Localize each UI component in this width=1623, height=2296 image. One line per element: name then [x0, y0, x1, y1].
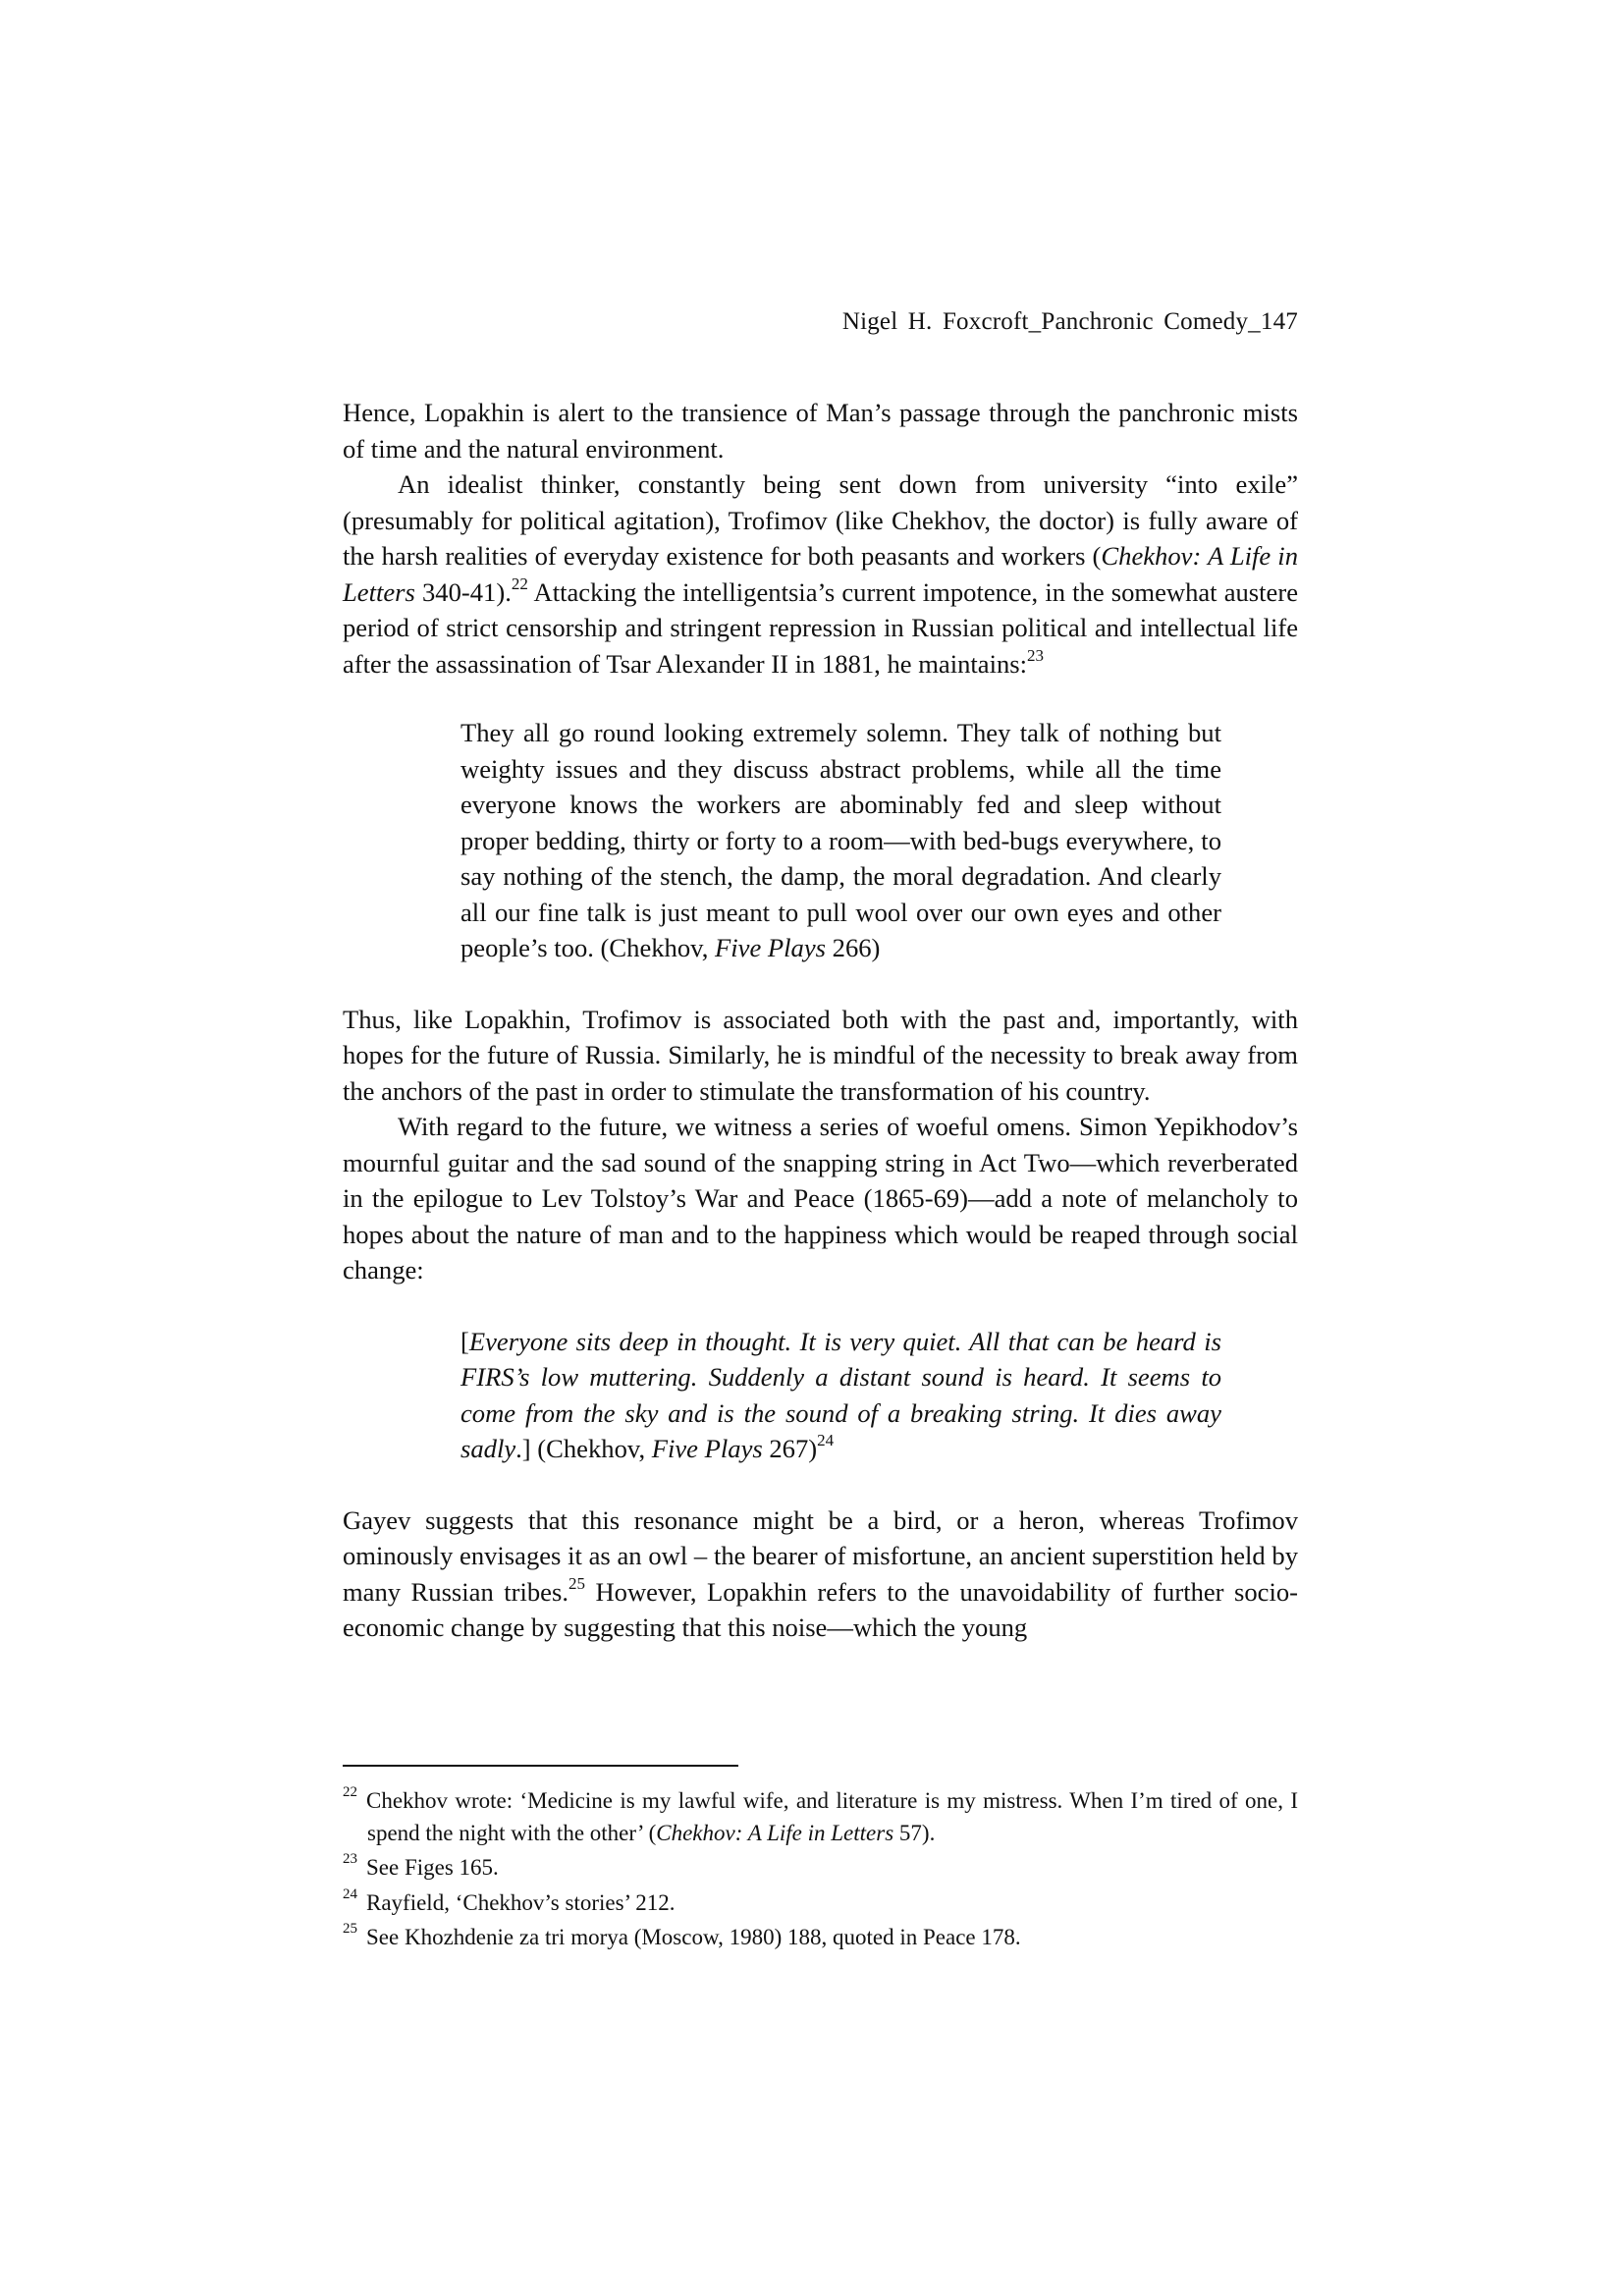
- footnote-text: Rayfield, ‘Chekhov’s stories’ 212.: [366, 1889, 676, 1915]
- paragraph-3: Thus, like Lopakhin, Trofimov is associated both with the past and, importantly, with hopes for the future of Russia. Similarly, he is mindful of the necessity to break away from the anchors of the past in order to stimulate the transformation of his country.: [343, 1004, 1298, 1106]
- paragraph-2-text-c: Attacking the intelligentsia’s current impotence, in the somewhat austere period of strict censorship and stringent repression in Russian political and intellectual life after the assassination of Tsar Alexander II in 1881, he maintains:: [343, 576, 1299, 679]
- running-head: Nigel H. Foxcroft_Panchronic Comedy_147: [841, 308, 1298, 335]
- footnote-number: 23: [343, 1851, 357, 1868]
- paragraph-2: [343, 466, 1298, 682]
- block-quote-2: [460, 1324, 1221, 1467]
- block-quote-2-citation-title: Five Plays: [651, 1434, 763, 1463]
- paragraph-2-text-a: An idealist thinker, constantly being sent down from university “into exile” (presumably for political agitation), Trofimov (like Chekhov, the doctor) is fully aware of the harsh realities of everyday existence for both peasants and workers (: [343, 469, 1298, 571]
- footnote-24: [343, 1887, 1298, 1920]
- footnote-text: Chekhov wrote: ‘Medicine is my lawful wife, and literature is my mistress. When I’m tired of one, I spend the night with the other’ (: [366, 1788, 1298, 1845]
- block-quote-1-text-b: 266): [826, 933, 881, 962]
- block-quote-2-open: [: [460, 1326, 469, 1356]
- footnotes: [343, 1785, 1298, 1957]
- paragraph-5-text-a: Gayev suggests that this resonance might be a bird, or a heron, whereas Trofimov ominously envisages it as an owl – the bearer of misfortune, an ancient superstition held by many Russian tribes.: [343, 1504, 1298, 1607]
- footnote-divider: [343, 1765, 738, 1767]
- footnote-ref-22[interactable]: 22: [511, 574, 528, 593]
- footnote-text-end: 57).: [893, 1820, 936, 1845]
- footnote-citation-title: Chekhov: A Life in Letters: [656, 1820, 894, 1845]
- block-quote-1: [460, 715, 1221, 966]
- block-quote-2-stage-direction: Everyone sits deep in thought. It is very quiet. All that can be heard is FIRS’s low muttering. Suddenly a distant sound is heard. It seems to come from the sky and is the sound of a breaking string. It dies away sadly: [460, 1326, 1221, 1463]
- block-quote-2-text-a: .] (Chekhov,: [515, 1434, 652, 1463]
- paragraph-4: With regard to the future, we witness a series of woeful omens. Simon Yepikhodov’s mournful guitar and the sad sound of the snapping string in Act Two—which reverberated in the epilogue to Lev Tolstoy’s War and Peace (1865-69)—add a note of melancholy to hopes about the nature of man and to the happiness which would be reaped through social change:: [343, 1112, 1298, 1285]
- block-quote-1-citation-title: Five Plays: [715, 933, 826, 962]
- footnote-number: 24: [343, 1886, 357, 1902]
- footnote-ref-24[interactable]: 24: [817, 1431, 835, 1450]
- paragraph-1: Hence, Lopakhin is alert to the transience of Man’s passage through the panchronic mists of time and the natural environment.: [343, 398, 1298, 464]
- footnote-ref-23[interactable]: 23: [1027, 645, 1045, 665]
- footnote-text: See Khozhdenie za tri morya (Moscow, 1980) 188, quoted in Peace 178.: [366, 1925, 1021, 1949]
- footnote-ref-25[interactable]: 25: [568, 1573, 585, 1593]
- footnote-22: [343, 1785, 1298, 1849]
- paragraph-2-text-b: 340-41).: [414, 576, 512, 607]
- footnote-23: [343, 1852, 1298, 1885]
- block-quote-2-text-b: 267): [762, 1434, 818, 1463]
- footnote-text: See Figes 165.: [366, 1855, 499, 1880]
- footnote-number: 25: [343, 1921, 357, 1938]
- body-text: [343, 395, 1298, 1646]
- paragraph-5-text-b: However, Lopakhin refers to the unavoidability of further socio-economic change by suggesting that this noise—which the young: [343, 1576, 1298, 1642]
- paragraph-2-citation-title: Chekhov: A Life in Letters: [343, 541, 1298, 607]
- paragraph-5: [343, 1503, 1298, 1646]
- footnote-25: [343, 1922, 1298, 1954]
- footnote-number: 22: [343, 1784, 357, 1801]
- block-quote-1-text-a: They all go round looking extremely solemn. They talk of nothing but weighty issues and they discuss abstract problems, while all the time everyone knows the workers are abominably fed and sleep without proper bedding, thirty or forty to a room—with bed-bugs everywhere, to say nothing of the stench, the damp, the moral degradation. And clearly all our fine talk is just meant to pull wool over our own eyes and other people’s too. (Chekhov,: [460, 718, 1221, 962]
